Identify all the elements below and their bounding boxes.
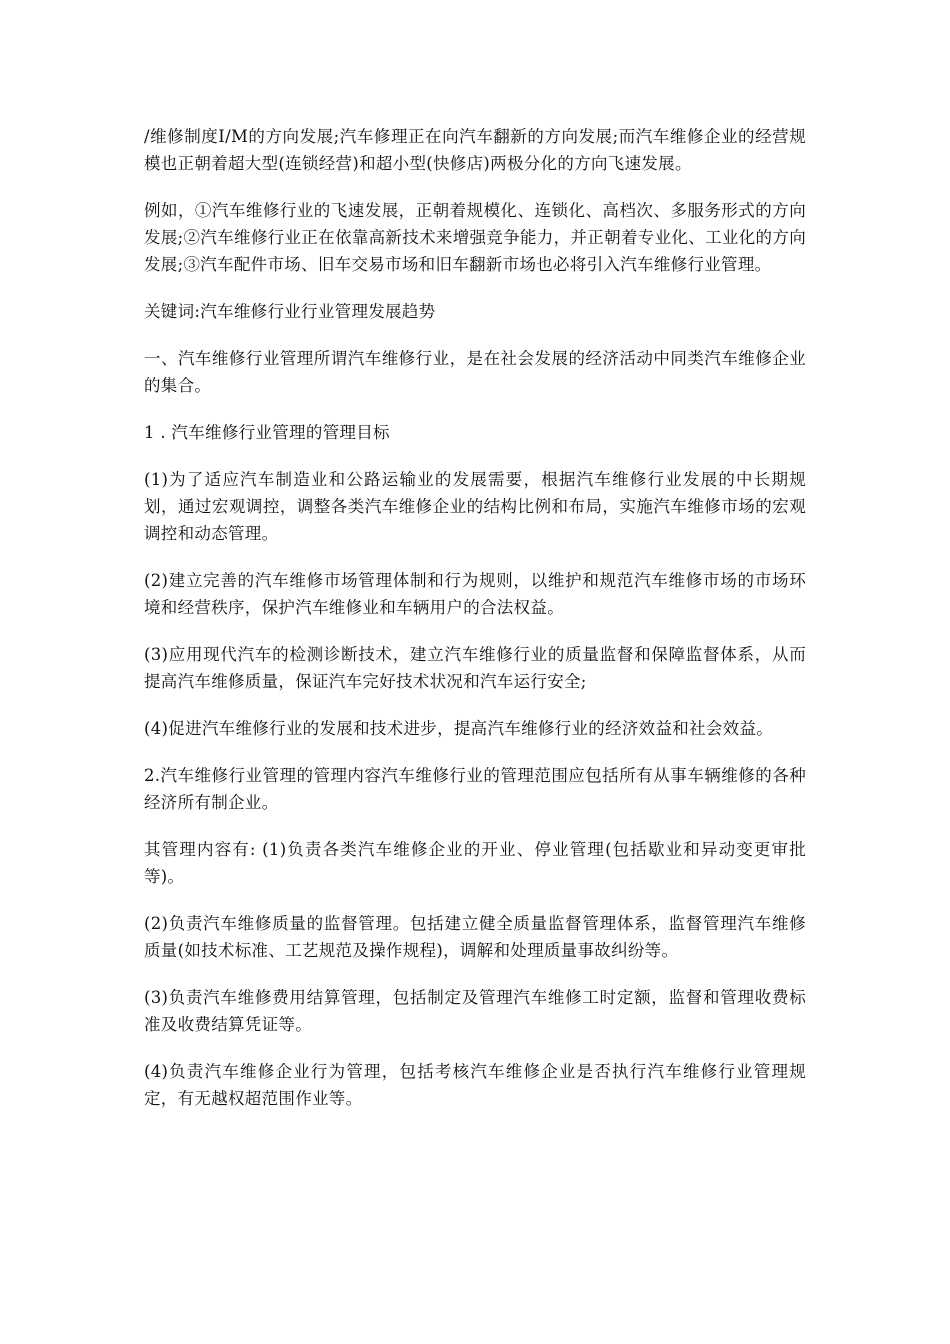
list-item-content-2: (2)负责汽车维修质量的监督管理。包括建立健全质量监督管理体系，监督管理汽车维修质量(如技术标准、工艺规范及操作规程)，调解和处理质量事故纠纷等。 bbox=[144, 914, 806, 960]
document-page bbox=[144, 123, 806, 1132]
section-heading-1: 一、汽车维修行业管理所谓汽车维修行业，是在社会发展的经济活动中同类汽车维修企业的集合。 bbox=[144, 349, 806, 395]
list-item-goal-1: (1)为了适应汽车制造业和公路运输业的发展需要，根据汽车维修行业发展的中长期规划，通过宏观调控，调整各类汽车维修企业的结构比例和布局，实施汽车维修市场的宏观调控和动态管理。 bbox=[144, 470, 806, 543]
subsection-heading-1: 1 . 汽车维修行业管理的管理目标 bbox=[144, 423, 390, 442]
list-item-goal-3: (3)应用现代汽车的检测诊断技术，建立汽车维修行业的质量监督和保障监督体系，从而提高汽车维修质量，保证汽车完好技术状况和汽车运行安全; bbox=[144, 645, 806, 691]
list-item-content-1: 其管理内容有: (1)负责各类汽车维修企业的开业、停业管理(包括歇业和异动变更审批等)。 bbox=[144, 840, 806, 886]
list-item-content-4: (4)负责汽车维修企业行为管理，包括考核汽车维修企业是否执行汽车维修行业管理规定，有无越权超范围作业等。 bbox=[144, 1062, 806, 1108]
paragraph-continuation: /维修制度I/M的方向发展;汽车修理正在向汽车翻新的方向发展;而汽车维修企业的经营规模也正朝着超大型(连锁经营)和超小型(快修店)两极分化的方向飞速发展。 bbox=[144, 127, 806, 173]
list-item-goal-2: (2)建立完善的汽车维修市场管理体制和行为规则，以维护和规范汽车维修市场的市场环境和经营秩序，保护汽车维修业和车辆用户的合法权益。 bbox=[144, 571, 806, 617]
paragraph-keywords: 关键词:汽车维修行业行业管理发展趋势 bbox=[144, 302, 436, 321]
list-item-goal-4: (4)促进汽车维修行业的发展和技术进步，提高汽车维修行业的经济效益和社会效益。 bbox=[144, 719, 774, 738]
subsection-heading-2: 2.汽车维修行业管理的管理内容汽车维修行业的管理范围应包括所有从事车辆维修的各种经济所有制企业。 bbox=[144, 766, 806, 812]
list-item-content-3: (3)负责汽车维修费用结算管理，包括制定及管理汽车维修工时定额，监督和管理收费标准及收费结算凭证等。 bbox=[144, 988, 806, 1034]
paragraph-example: 例如，①汽车维修行业的飞速发展，正朝着规模化、连锁化、高档次、多服务形式的方向发展;②汽车维修行业正在依靠高新技术来增强竞争能力，并正朝着专业化、工业化的方向发展;③汽车配件市场、旧车交易市场和旧车翻新市场也必将引入汽车维修行业管理。 bbox=[144, 201, 806, 274]
